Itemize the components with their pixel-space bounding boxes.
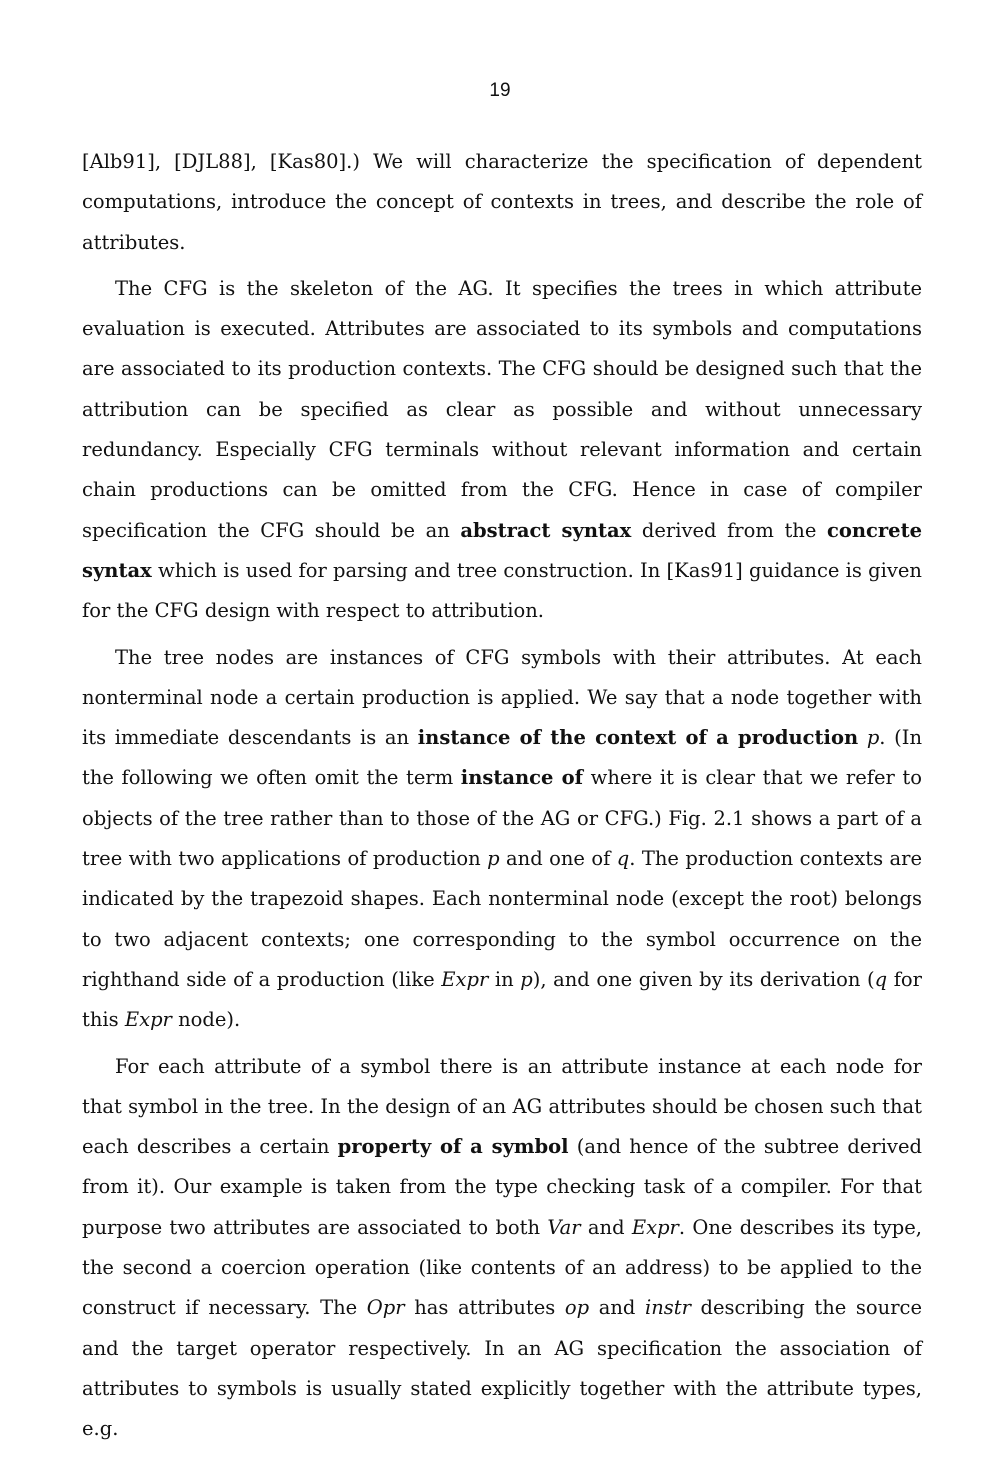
text-run: For each attribute of a symbol there is an attribute instance at each node for that symbol in the tree. In the design of an AG attributes should be chosen such that each describes a certain (82, 1054, 922, 1159)
italic-term: q (874, 967, 888, 991)
text-run: and one of (499, 847, 617, 871)
italic-term: Opr (366, 1296, 405, 1320)
text-run: for this (82, 967, 922, 1032)
text-run: describing the source and the target operator respectively. In an AG specification the association of attributes to symbols is usually stated explicitly together with the attribute types, e.g. (82, 1296, 922, 1441)
text-run: ), and one given by its derivation ( (532, 967, 875, 991)
text-run: derived from the (631, 518, 827, 542)
italic-term: Expr (124, 1008, 172, 1032)
text-run: has attributes (404, 1296, 565, 1320)
text-run (858, 726, 867, 749)
text-run: (and hence of the subtree derived from it). Our example is taken from the type checking task of a compiler. For that purpose two attributes are associated to both (82, 1135, 922, 1239)
text-run: which is used for parsing and tree construction. In [Kas91] guidance is given for the CFG design with respect to attribution. (82, 558, 922, 623)
text-run: . The production contexts are indicated by the trapezoid shapes. Each nonterminal node (except the root) belongs to two adjacent contexts; one corresponding to the symbol occurrence on the righthand side of a production (like (82, 847, 922, 991)
text-run: node). (171, 1008, 241, 1032)
body-text (82, 142, 922, 1456)
text-run: and (580, 1215, 632, 1239)
text-run: where it is clear that we refer to objects of the tree rather than to those of the AG or CFG.) Fig. 2.1 shows a part of a tree with two applications of production (82, 766, 922, 871)
italic-term: p (487, 847, 500, 871)
italic-term: p (520, 967, 533, 991)
text-run: in (488, 967, 521, 991)
text-run: [Alb91], [DJL88], [Kas80].) We will characterize the specification of dependent computations, introduce the concept of contexts in trees, and describe the role of attributes. (82, 150, 922, 254)
bold-term: property of a symbol (337, 1135, 569, 1159)
italic-term: Expr (441, 967, 489, 991)
text-run: . (In the following we often omit the term (82, 726, 923, 790)
text-run: . One describes its type, the second a coercion operation (like contents of an address) to be applied to the construct if necessary. The (82, 1215, 922, 1320)
italic-term: instr (644, 1296, 691, 1320)
text-run: and (589, 1296, 645, 1320)
paragraph-2 (82, 269, 922, 632)
italic-term: q (616, 847, 630, 871)
text-run: The tree nodes are instances of CFG symbols with their attributes. At each nonterminal node a certain production is applied. We say that a node together with its immediate descendants is an (82, 645, 922, 750)
bold-term: instance of (460, 766, 584, 790)
paragraph-3 (82, 638, 922, 1041)
italic-term: op (564, 1296, 590, 1320)
paragraph-1 (82, 142, 922, 263)
page-number: 19 (489, 80, 511, 101)
bold-term: concrete syntax (82, 518, 922, 582)
paragraph-4 (82, 1047, 922, 1450)
bold-term: instance of the context of a production (417, 726, 859, 750)
italic-term: p (866, 726, 880, 750)
text-run: The CFG is the skeleton of the AG. It specifies the trees in which attribute evaluation is executed. Attributes are associated to its symbols and computations are associated to its production contexts. The CFG should be designed such that the attribution can be specified as clear as possible and without unnecessary redundancy. Especially CFG terminals without relevant information and certain chain productions can be omitted from the CFG. Hence in case of compiler specification the CFG should be an (82, 276, 922, 542)
bold-term: abstract syntax (460, 518, 632, 542)
italic-term: Expr (631, 1215, 679, 1239)
italic-term: Var (547, 1215, 581, 1239)
